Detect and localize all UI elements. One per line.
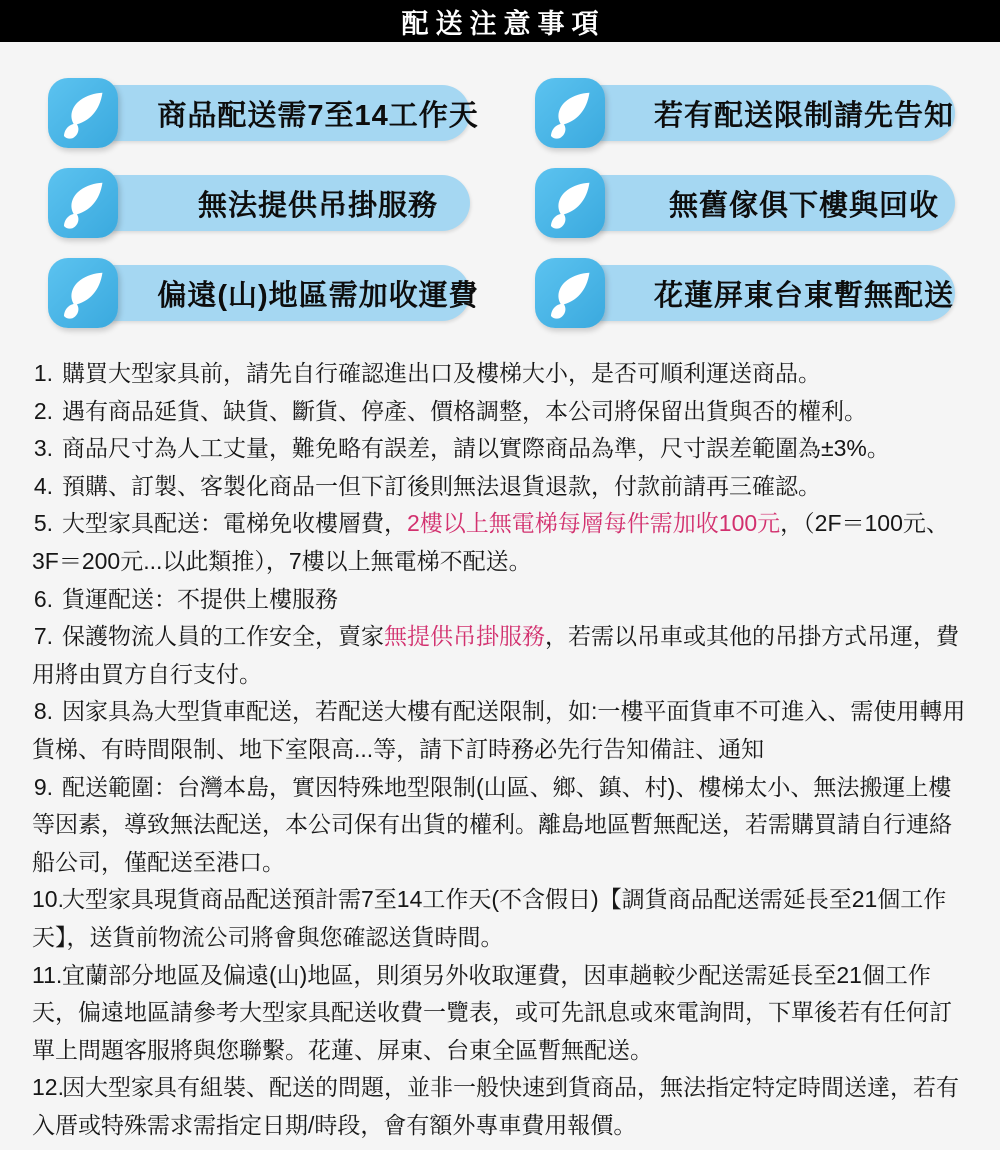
note-highlight: 2樓以上無電梯每層每件需加收100元	[407, 510, 781, 537]
notes-list	[0, 355, 1000, 1144]
badge-label: 商品配送需7至14工作天	[157, 99, 479, 132]
note-segment: 保護物流人員的工作安全，賣家	[62, 623, 384, 650]
note-segment: 因大型家具有組裝、配送的問題，並非一般快速到貨商品，無法指定特定時間送達，若有入厝或特殊需求需指定日期/時段，會有額外專車費用報價。	[32, 1074, 959, 1138]
note-item	[32, 769, 972, 882]
badge-label: 無舊傢俱下樓與回收	[668, 189, 939, 222]
delivery-badge	[535, 78, 955, 148]
badge-label: 偏遠(山)地區需加收運費	[157, 279, 479, 312]
note-text	[32, 698, 965, 762]
note-number: 2.	[33, 397, 53, 424]
note-number: 3.	[33, 435, 53, 462]
note-text	[62, 586, 338, 612]
note-text	[62, 398, 867, 424]
note-item	[32, 957, 972, 1070]
note-text	[62, 435, 890, 461]
note-number: 9.	[33, 773, 53, 800]
note-text	[32, 962, 952, 1063]
note-item	[32, 468, 972, 506]
leaf-icon	[535, 258, 605, 328]
note-segment: 宜蘭部分地區及偏遠(山)地區，則須另外收取運費，因車趟較少配送需延長至21個工作天，偏遠地區請參考大型家具配送收費一覽表，或可先訊息或來電詢問，下單後若有任何訂單上問題客服將與您聯繫。花蓮、屏東、台東全區暫無配送。	[32, 961, 952, 1063]
badge-pill	[70, 85, 479, 141]
badge-label: 花蓮屏東台東暫無配送	[653, 279, 954, 312]
badges-grid	[48, 78, 955, 328]
delivery-badge	[48, 168, 470, 238]
note-segment: 貨運配送：不提供上樓服務	[62, 585, 338, 612]
leaf-icon	[48, 258, 118, 328]
note-text	[32, 1074, 959, 1138]
page-title: 配送注意事項	[401, 8, 606, 39]
delivery-badge	[48, 78, 479, 148]
badge-pill	[557, 85, 955, 141]
note-number: 4.	[33, 472, 53, 499]
delivery-badge	[48, 258, 479, 328]
note-number: 6.	[33, 585, 53, 612]
note-segment: 配送範圍：台灣本島，實因特殊地型限制(山區、鄉、鎮、村)、樓梯太小、無法搬運上樓等因素，導致無法配送，本公司保有出貨的權利。離島地區暫無配送，若需購買請自行連絡船公司，僅配送至港口。	[32, 773, 952, 875]
note-item	[32, 1069, 972, 1144]
note-text	[32, 510, 949, 574]
header-bar	[0, 0, 1000, 42]
badge-pill	[557, 265, 955, 321]
leaf-icon	[535, 168, 605, 238]
badge-pill	[70, 175, 470, 231]
note-number: 11.	[32, 961, 63, 988]
badge-label: 若有配送限制請先告知	[653, 99, 954, 132]
note-segment: 商品尺寸為人工丈量，難免略有誤差，請以實際商品為準，尺寸誤差範圍為±3%。	[62, 435, 890, 462]
note-number: 5.	[33, 510, 53, 537]
note-text	[32, 623, 959, 687]
note-item	[32, 881, 972, 956]
badge-pill	[70, 265, 479, 321]
note-item	[32, 393, 972, 431]
note-number: 7.	[33, 623, 53, 650]
note-segment: 購買大型家具前，請先自行確認進出口及樓梯大小，是否可順利運送商品。	[62, 360, 821, 386]
note-item	[32, 355, 972, 393]
note-text	[32, 886, 946, 950]
note-segment: 大型家具配送：電梯免收樓層費，	[62, 510, 407, 537]
leaf-icon	[48, 168, 118, 238]
leaf-icon	[48, 78, 118, 148]
delivery-badge	[535, 168, 955, 238]
note-segment: 因家具為大型貨車配送，若配送大樓有配送限制，如:一樓平面貨車不可進入、需使用轉用貨梯、有時間限制、地下室限高...等，請下訂時務必先行告知備註、通知	[32, 698, 966, 762]
note-item	[32, 618, 972, 693]
note-segment: 預購、訂製、客製化商品一但下訂後則無法退貨退款，付款前請再三確認。	[62, 472, 821, 499]
note-text	[32, 774, 952, 875]
badge-label: 無法提供吊掛服務	[197, 189, 438, 222]
note-item	[32, 581, 972, 619]
badge-pill	[557, 175, 955, 231]
note-item	[32, 693, 972, 768]
note-number: 8.	[33, 698, 53, 725]
note-segment: ，若需以吊車或其他的吊掛方式吊運，費用將由買方自行支付。	[32, 623, 959, 687]
leaf-icon	[535, 78, 605, 148]
note-number: 12.	[32, 1074, 64, 1101]
note-segment: ，（2F＝100元、3F＝200元...以此類推），7樓以上無電梯不配送。	[32, 510, 949, 574]
delivery-badge	[535, 258, 955, 328]
note-number: 1.	[33, 360, 53, 386]
note-segment: 遇有商品延貨、缺貨、斷貨、停產、價格調整，本公司將保留出貨與否的權利。	[62, 397, 867, 424]
note-item	[32, 430, 972, 468]
note-item	[32, 505, 972, 580]
note-segment: 大型家具現貨商品配送預計需7至14工作天(不含假日)【調貨商品配送需延長至21個工作天】，送貨前物流公司將會與您確認送貨時間。	[32, 886, 947, 950]
note-highlight: 無提供吊掛服務	[384, 623, 545, 650]
note-text	[62, 360, 821, 386]
note-text	[62, 473, 821, 499]
note-number: 10.	[32, 886, 64, 913]
